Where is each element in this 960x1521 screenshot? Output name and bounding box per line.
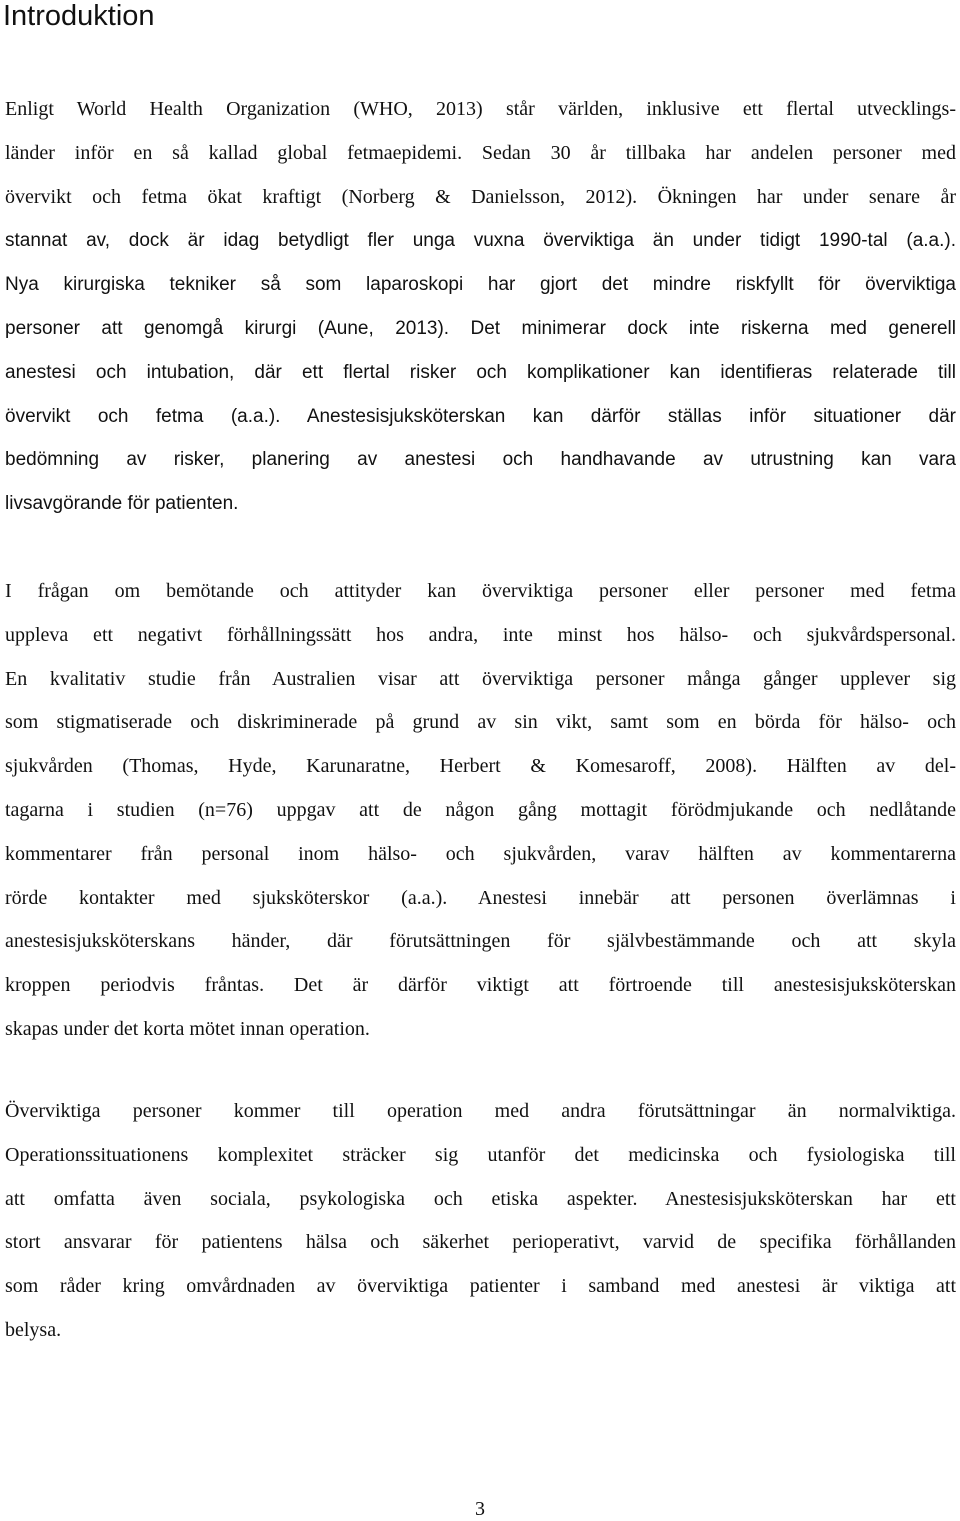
text-line: Nya kirurgiska tekniker så som laparoskopi har gjort det mindre riskfyllt för överviktiga [5, 274, 956, 296]
paragraph-3 [5, 1090, 956, 1353]
text-line: kroppen periodvis fråntas. Det är därför viktigt att förtroende till anestesisjuksköterskan [5, 974, 956, 997]
text-line: som stigmatiserade och diskriminerade på grund av sin vikt, samt som en börda för hälso- och [5, 711, 956, 734]
text-line: stort ansvarar för patientens hälsa och säkerhet perioperativt, varvid de specifika förhållanden [5, 1231, 956, 1254]
text-line: kommentarer från personal inom hälso- och sjukvården, varav hälften av kommentarerna [5, 842, 956, 865]
text-line: rörde kontakter med sjuksköterskor (a.a.). Anestesi innebär att personen överlämnas i [5, 886, 956, 909]
text-line: uppleva ett negativt förhållningssätt hos andra, inte minst hos hälso- och sjukvårdspersonal. [5, 623, 956, 646]
page-heading: Introduktion [3, 0, 155, 32]
text-line: Operationssituationens komplexitet sträcker sig utanför det medicinska och fysiologiska till [5, 1143, 956, 1166]
text-line: Enligt World Health Organization (WHO, 2013) står världen, inklusive ett flertal utvecklings- [5, 98, 956, 120]
text-line: I frågan om bemötande och attityder kan överviktiga personer eller personer med fetma [5, 580, 956, 602]
page-number: 3 [475, 1498, 485, 1520]
text-line: sjukvården (Thomas, Hyde, Karunaratne, Herbert & Komesaroff, 2008). Hälften av del- [5, 755, 956, 778]
text-line: anestesi och intubation, där ett flertal risker och komplikationer kan identifieras relaterade till [5, 361, 956, 383]
text-line: personer att genomgå kirurgi (Aune, 2013). Det minimerar dock inte riskerna med generell [5, 317, 956, 339]
paragraph-1 [5, 88, 956, 526]
paragraph-2 [5, 570, 956, 1052]
text-line: att omfatta även sociala, psykologiska och etiska aspekter. Anestesisjuksköterskan har ett [5, 1187, 956, 1210]
text-line: övervikt och fetma (a.a.). Anestesisjuksköterskan kan därför ställas inför situationer där [5, 405, 956, 427]
text-line: Överviktiga personer kommer till operation med andra förutsättningar än normalviktiga. [5, 1100, 956, 1122]
text-line: övervikt och fetma ökat kraftigt (Norberg & Danielsson, 2012). Ökningen har under senare år [5, 185, 956, 208]
text-line: En kvalitativ studie från Australien visar att överviktiga personer många gånger upplever sig [5, 667, 956, 690]
text-line: livsavgörande för patienten. [5, 493, 239, 515]
text-line: bedömning av risker, planering av anestesi och handhavande av utrustning kan vara [5, 449, 956, 471]
text-line: tagarna i studien (n=76) uppgav att de någon gång mottagit förödmjukande och nedlåtande [5, 798, 956, 821]
text-line: anestesisjuksköterskans händer, där förutsättningen för självbestämmande och att skyla [5, 930, 956, 953]
text-line: belysa. [5, 1318, 62, 1341]
text-line: som råder kring omvårdnaden av överviktiga patienter i samband med anestesi är viktiga att [5, 1275, 956, 1298]
text-line: länder inför en så kallad global fetmaepidemi. Sedan 30 år tillbaka har andelen personer med [5, 141, 956, 164]
text-line: skapas under det korta mötet innan operation. [5, 1017, 370, 1040]
text-line: stannat av, dock är idag betydligt fler unga vuxna överviktiga än under tidigt 1990-tal (a.a.). [5, 230, 956, 252]
